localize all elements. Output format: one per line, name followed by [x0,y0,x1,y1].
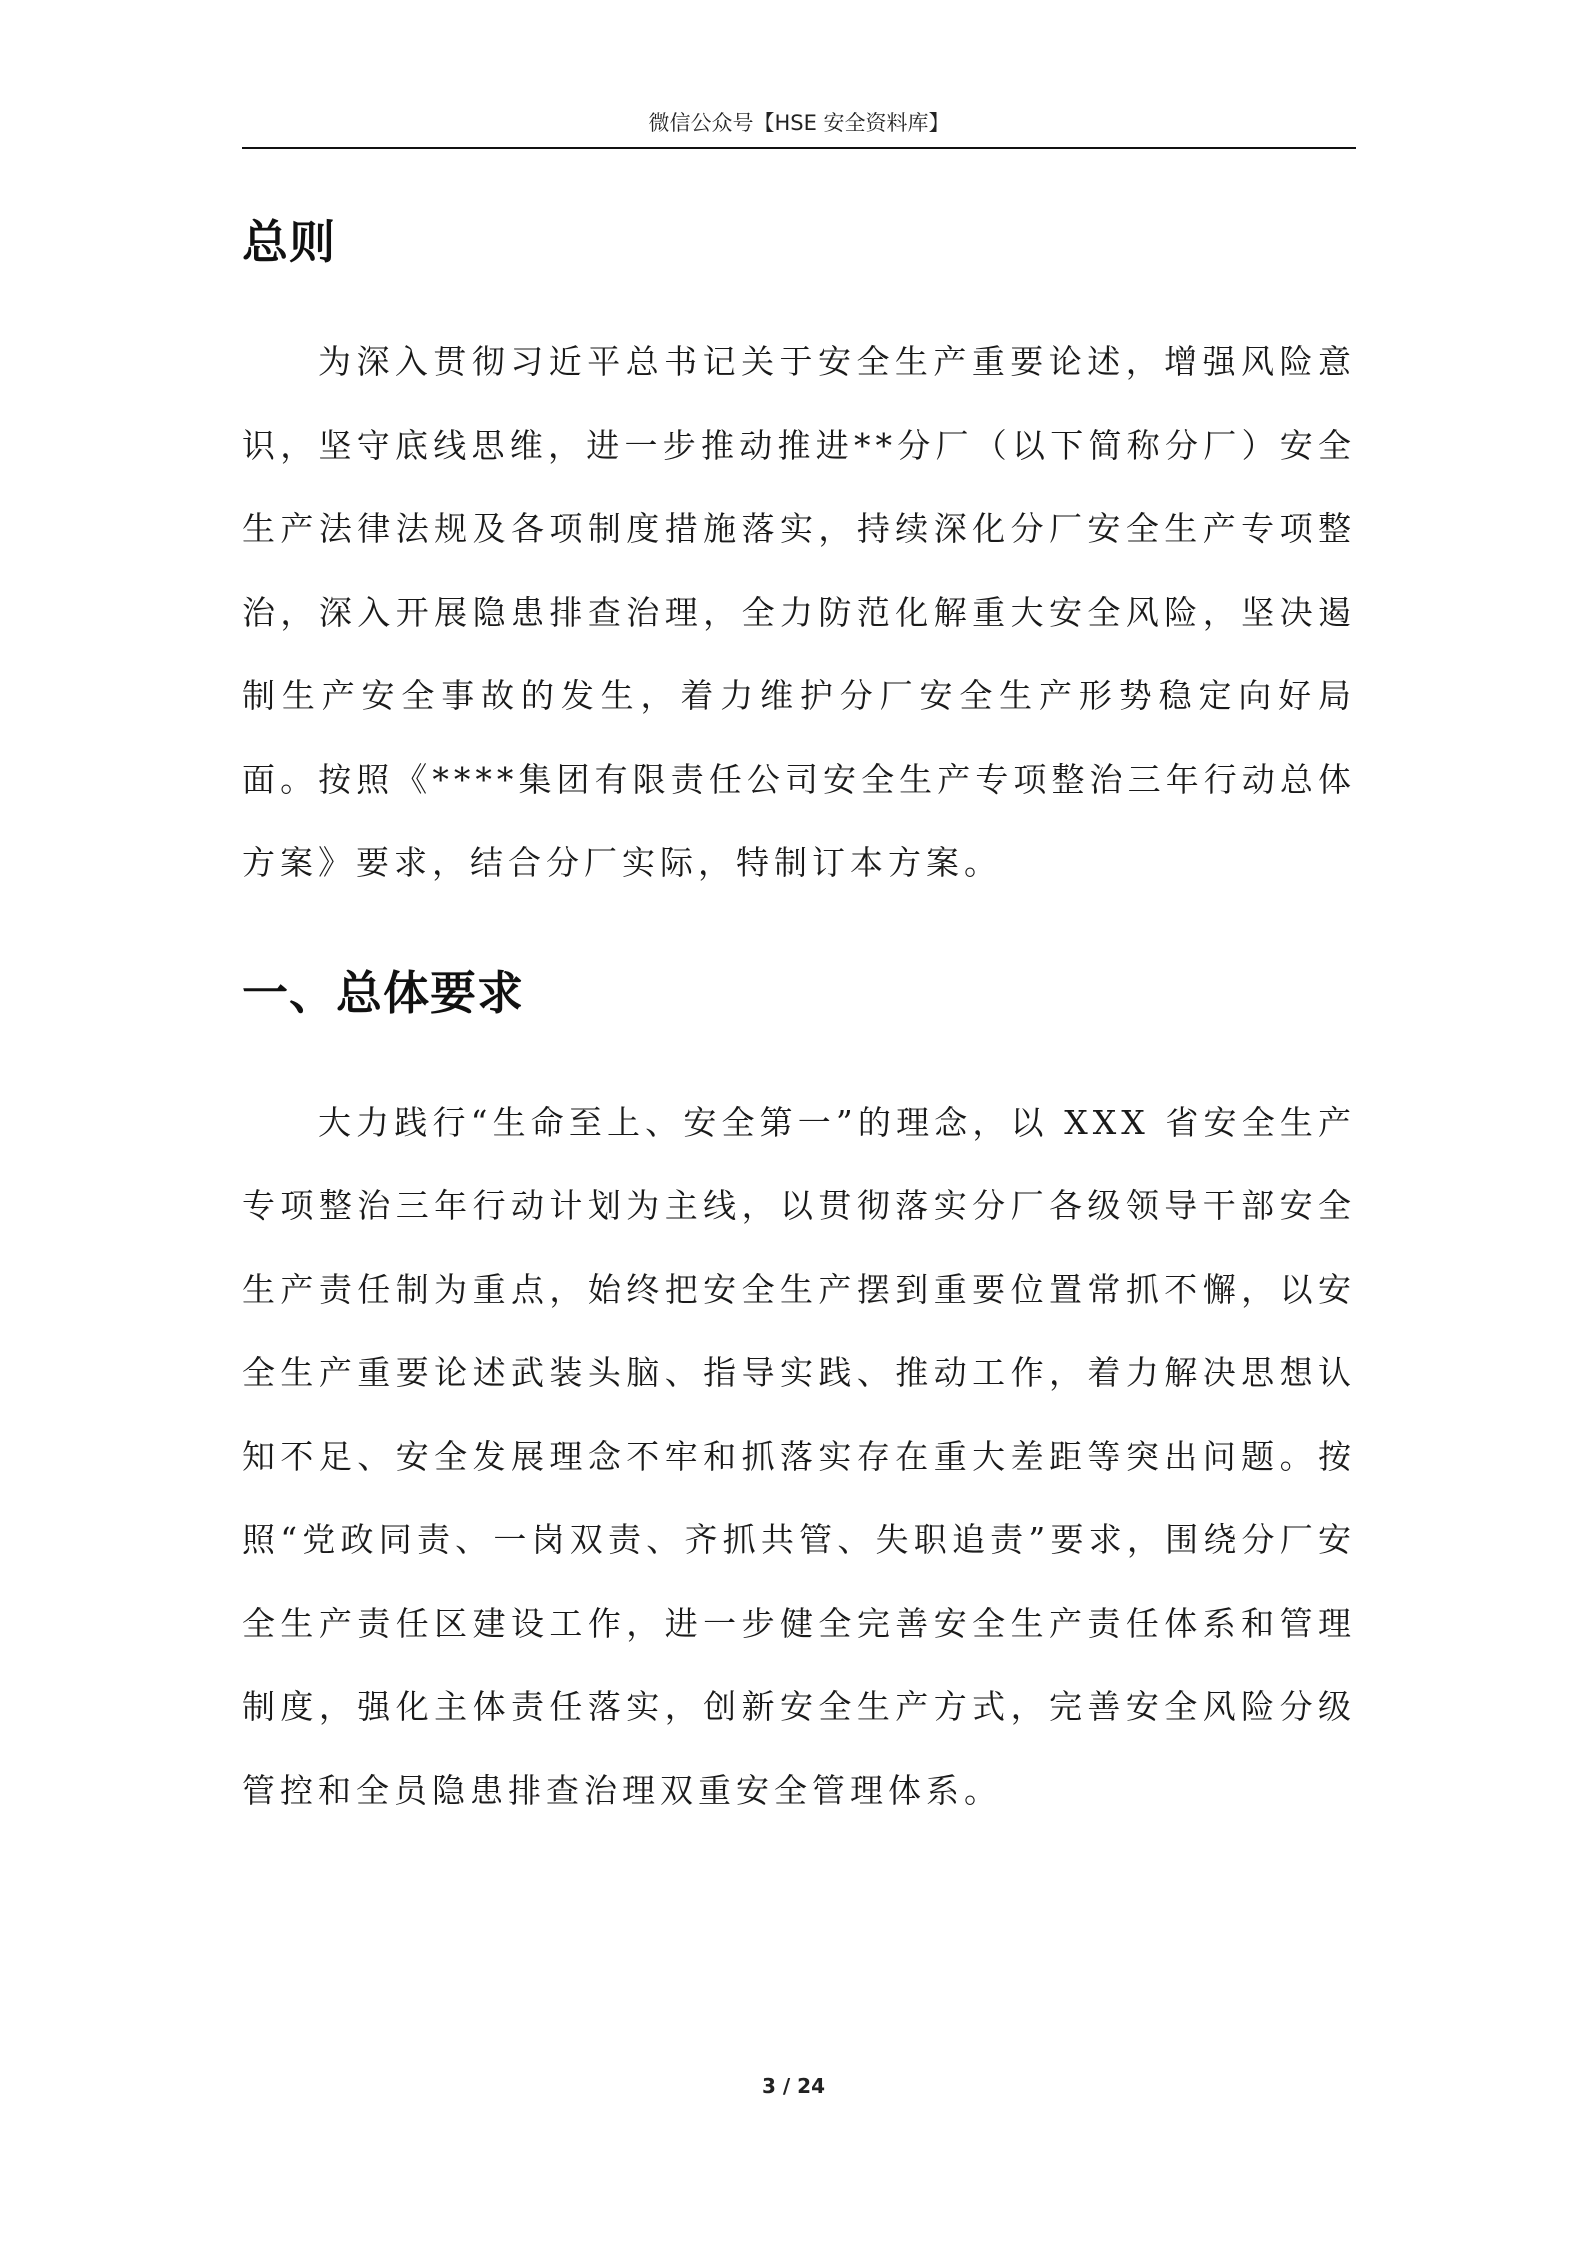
section-title-general-principles: 总则 [242,215,336,269]
page-number: 3 / 24 [762,2074,825,2098]
document-body [242,180,1356,1832]
section-title-overall-requirements: 一、总体要求 [242,965,524,1020]
paragraph-general-principles: 为深入贯彻习近平总书记关于安全生产重要论述，增强风险意识，坚守底线思维，进一步推动推进**分厂（以下简称分厂）安全生产法律法规及各项制度措施落实，持续深化分厂安全生产专项整治，深入开展隐患排查治理，全力防范化解重大安全风险，坚决遏制生产安全事故的发生，着力维护分厂安全生产形势稳定向好局面。按照《****集团有限责任公司安全生产专项整治三年行动总体方案》要求，结合分厂实际，特制订本方案。 [242,342,1356,882]
page-header: 微信公众号【HSE 安全资料库】 [648,111,950,135]
paragraph-overall-requirements: 大力践行“生命至上、安全第一”的理念，以 XXX 省安全生产专项整治三年行动计划为主线，以贯彻落实分厂各级领导干部安全生产责任制为重点，始终把安全生产摆到重要位置常抓不懈，以安全生产重要论述武装头脑、指导实践、推动工作，着力解决思想认知不足、安全发展理念不牢和抓落实存在重大差距等突出问题。按照“党政同责、一岗双责、齐抓共管、失职追责”要求，围绕分厂安全生产责任区建设工作，进一步健全完善安全生产责任体系和管理制度，强化主体责任落实，创新安全生产方式，完善安全风险分级管控和全员隐患排查治理双重安全管理体系。 [242,1102,1356,1810]
header-divider [242,147,1356,149]
